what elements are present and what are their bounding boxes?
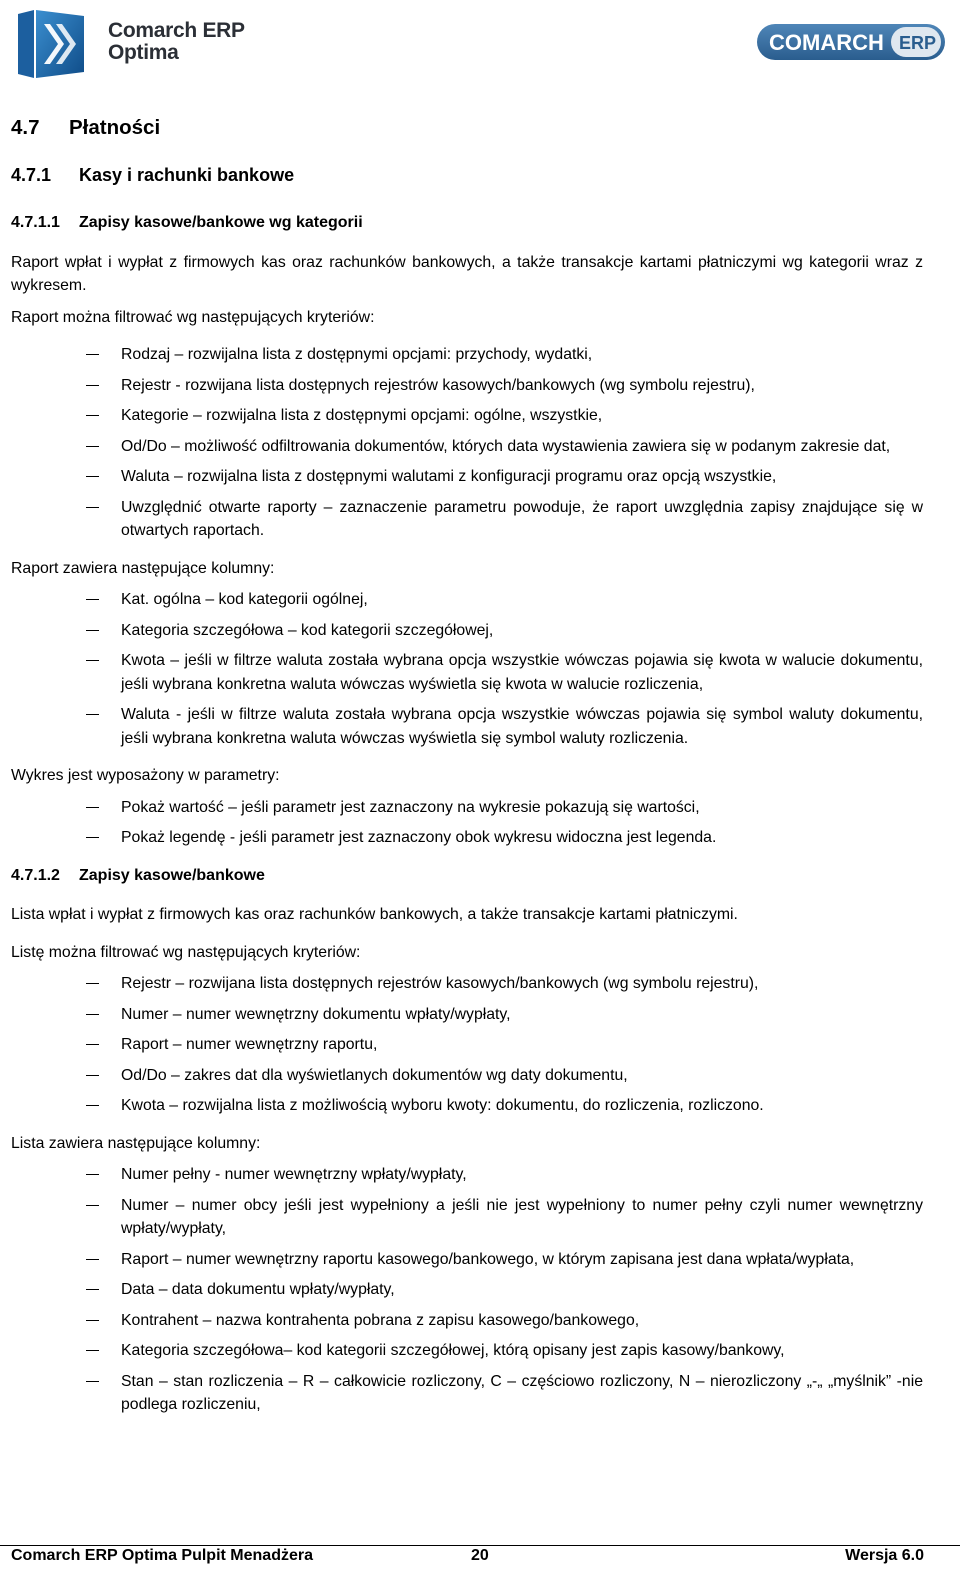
list-item: Stan – stan rozliczenia – R – całkowicie rozliczony, C – częściowo rozliczony, N – nierozliczony „-„ „myślnik” -nie podlega rozliczeniu, <box>11 1370 923 1417</box>
list-item: Kat. ogólna – kod kategorii ogólnej, <box>11 588 923 612</box>
page-header <box>0 0 960 90</box>
list-item: Kategorie – rozwijalna lista z dostępnymi opcjami: ogólne, wszystkie, <box>11 404 923 428</box>
list-item: Rejestr - rozwijana lista dostępnych rejestrów kasowych/bankowych (wg symbolu rejestru), <box>11 374 923 398</box>
document-content <box>11 110 923 1431</box>
heading-title: Zapisy kasowe/bankowe wg kategorii <box>79 214 363 231</box>
chart-params-label: Wykres jest wyposażony w parametry: <box>11 767 280 784</box>
footer-page-number: 20 <box>471 1547 489 1564</box>
heading-title: Kasy i rachunki bankowe <box>79 164 295 185</box>
heading-number: 4.7 <box>11 116 40 139</box>
columns-label: Lista zawiera następujące kolumny: <box>11 1134 261 1152</box>
list-item: Rodzaj – rozwijalna lista z dostępnymi opcjami: przychody, wydatki, <box>11 343 923 367</box>
heading-number: 4.7.1.1 <box>11 214 60 231</box>
list-item: Numer – numer obcy jeśli jest wypełniony a jeśli nie jest wypełniony to numer pełny czyli numer wewnętrzny wpłaty/wypłaty, <box>11 1194 923 1241</box>
heading-title: Płatności <box>69 116 161 139</box>
heading-level-3 <box>11 864 923 888</box>
heading-level-3 <box>11 211 923 235</box>
heading-number: 4.7.1 <box>11 164 52 185</box>
comarch-erp-logo-icon <box>757 22 947 62</box>
list-item: Numer – numer wewnętrzny dokumentu wpłaty/wypłaty, <box>11 1003 923 1027</box>
list-item: Kategoria szczegółowa – kod kategorii szczegółowej, <box>11 619 923 643</box>
comarch-logo-suffix: ERP <box>899 33 937 53</box>
heading-title: Zapisy kasowe/bankowe <box>79 866 265 884</box>
list-item: Raport – numer wewnętrzny raportu kasowego/bankowego, w którym zapisana jest dana wpłata/wypłata, <box>11 1248 923 1272</box>
columns-list <box>11 588 923 750</box>
heading-number: 4.7.1.2 <box>11 866 60 884</box>
list-item: Od/Do – możliwość odfiltrowania dokumentów, których data wystawienia zawiera się w podanym zakresie dat, <box>11 435 923 459</box>
footer-document-title: Comarch ERP Optima Pulpit Menadżera <box>11 1547 313 1564</box>
list-item: Numer pełny - numer wewnętrzny wpłaty/wypłaty, <box>11 1163 923 1187</box>
footer-divider <box>0 1545 960 1546</box>
list-item: Kwota – rozwijalna lista z możliwością wyboru kwoty: dokumentu, do rozliczenia, rozliczono. <box>11 1094 923 1118</box>
list-item: Waluta – rozwijalna lista z dostępnymi walutami z konfiguracji programu oraz opcją wszystkie, <box>11 465 923 489</box>
optima-wordmark-line2: Optima <box>108 41 179 64</box>
list-item: Uwzględnić otwarte raporty – zaznaczenie parametru powoduje, że raport uwzględnia zapisy znajdujące się w otwartych raportach. <box>11 496 923 543</box>
filters-list <box>11 972 923 1118</box>
footer-version: Wersja 6.0 <box>845 1547 924 1564</box>
list-item: Od/Do – zakres dat dla wyświetlanych dokumentów wg daty dokumentu, <box>11 1064 923 1088</box>
heading-level-1 <box>11 116 923 140</box>
heading-level-2 <box>11 164 923 188</box>
section-intro: Lista wpłat i wypłat z firmowych kas oraz rachunków bankowych, a także transakcje kartami płatniczymi. <box>11 906 738 923</box>
list-item: Kontrahent – nazwa kontrahenta pobrana z zapisu kasowego/bankowego, <box>11 1309 923 1333</box>
filters-label: Raport można filtrować wg następujących kryteriów: <box>11 308 375 326</box>
filters-list <box>11 343 923 543</box>
list-item: Waluta - jeśli w filtrze waluta została wybrana opcja wszystkie wówczas pojawia się symbol waluty dokumentu, jeśli wybrana konkretna waluta wówczas wyświetla się symbol waluty rozliczenia. <box>11 703 923 750</box>
chart-params-list <box>11 796 923 850</box>
list-item: Pokaż wartość – jeśli parametr jest zaznaczony na wykresie pokazują się wartości, <box>11 796 923 820</box>
list-item: Data – data dokumentu wpłaty/wypłaty, <box>11 1278 923 1302</box>
comarch-optima-logo-icon <box>14 8 86 80</box>
list-item: Kwota – jeśli w filtrze waluta została wybrana opcja wszystkie wówczas pojawia się kwota w walucie dokumentu, jeśli wybrana konkretna waluta wówczas wyświetla się kwota w walucie rozliczenia, <box>11 649 923 696</box>
section-intro: Raport wpłat i wypłat z firmowych kas oraz rachunków bankowych, a także transakcje kartami płatniczymi wg kategorii wraz z wykresem. <box>11 253 923 294</box>
filters-label: Listę można filtrować wg następujących kryteriów: <box>11 943 361 961</box>
list-item: Kategoria szczegółowa– kod kategorii szczegółowej, którą opisany jest zapis kasowy/bankowy, <box>11 1339 923 1363</box>
comarch-logo-text: COMARCH <box>769 30 884 55</box>
optima-wordmark-line1: Comarch ERP <box>108 19 245 42</box>
list-item: Pokaż legendę - jeśli parametr jest zaznaczony obok wykresu widoczna jest legenda. <box>11 826 923 850</box>
columns-label: Raport zawiera następujące kolumny: <box>11 559 275 577</box>
columns-list <box>11 1163 923 1417</box>
list-item: Raport – numer wewnętrzny raportu, <box>11 1033 923 1057</box>
list-item: Rejestr – rozwijana lista dostępnych rejestrów kasowych/bankowych (wg symbolu rejestru), <box>11 972 923 996</box>
optima-wordmark <box>108 20 245 64</box>
